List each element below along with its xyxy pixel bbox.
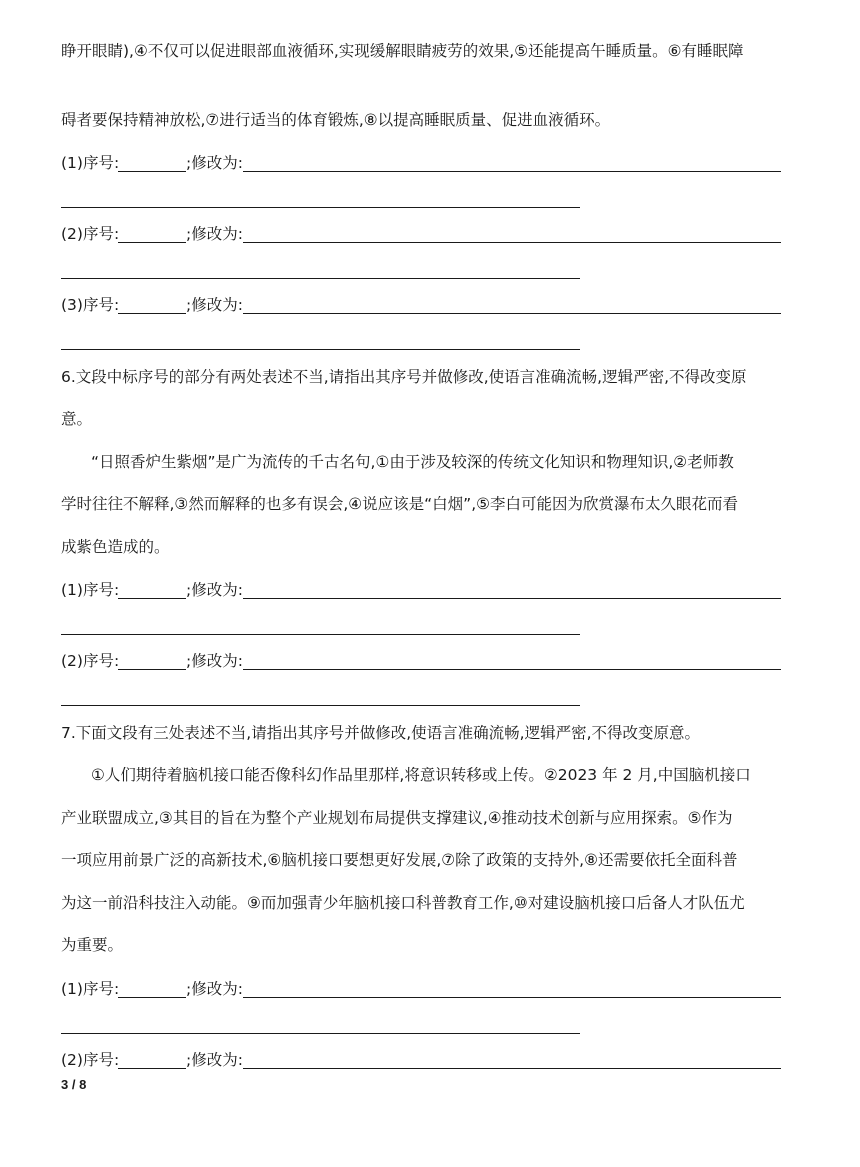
number-blank[interactable]: [118, 997, 186, 998]
number-blank[interactable]: [118, 242, 186, 243]
revise-label: ;修改为:: [186, 652, 243, 670]
answer-label: (1)序号:: [61, 581, 120, 599]
revise-label: ;修改为:: [186, 296, 243, 314]
revision-blank[interactable]: [243, 997, 781, 998]
q6-answer-1[interactable]: [61, 579, 781, 601]
p5-answer-3[interactable]: [61, 294, 781, 316]
q6-passage-line-3: 成紫色造成的。: [61, 538, 170, 556]
answer-continuation-line[interactable]: [61, 207, 580, 208]
answer-label: (1)序号:: [61, 980, 120, 998]
revise-label: ;修改为:: [186, 980, 243, 998]
answer-label: (2)序号:: [61, 225, 120, 243]
q6-passage-line-1: “日照香炉生紫烟”是广为流传的千古名句,①由于涉及较深的传统文化知识和物理知识,②老师教: [91, 453, 734, 471]
revise-label: ;修改为:: [186, 581, 243, 599]
answer-label: (2)序号:: [61, 1051, 120, 1069]
number-blank[interactable]: [118, 669, 186, 670]
answer-continuation-line[interactable]: [61, 705, 580, 706]
number-blank[interactable]: [118, 598, 186, 599]
revision-blank[interactable]: [243, 598, 781, 599]
q7-answer-2[interactable]: [61, 1049, 781, 1071]
revision-blank[interactable]: [243, 171, 781, 172]
page-number: 3 / 8: [61, 1077, 87, 1092]
revision-blank[interactable]: [243, 669, 781, 670]
q7-passage-line-1: ①人们期待着脑机接口能否像科幻作品里那样,将意识转移或上传。②2023 年 2 月,中国脑机接口: [91, 766, 751, 784]
p5-answer-1[interactable]: [61, 152, 781, 174]
p5-line-1: 睁开眼睛),④不仅可以促进眼部血液循环,实现缓解眼睛疲劳的效果,⑤还能提高午睡质量。⑥有睡眠障: [61, 42, 744, 60]
q7-passage-line-2: 产业联盟成立,③其目的旨在为整个产业规划布局提供支撑建议,④推动技术创新与应用探索。⑤作为: [61, 809, 733, 827]
q7-passage-line-4: 为这一前沿科技注入动能。⑨而加强青少年脑机接口科普教育工作,⑩对建设脑机接口后备人才队伍尤: [61, 894, 745, 912]
answer-label: (3)序号:: [61, 296, 120, 314]
revise-label: ;修改为:: [186, 225, 243, 243]
answer-continuation-line[interactable]: [61, 278, 580, 279]
number-blank[interactable]: [118, 313, 186, 314]
revise-label: ;修改为:: [186, 154, 243, 172]
revise-label: ;修改为:: [186, 1051, 243, 1069]
q6-passage-line-2: 学时往往不解释,③然而解释的也多有误会,④说应该是“白烟”,⑤李白可能因为欣赏瀑布太久眼花而看: [61, 495, 739, 513]
answer-continuation-line[interactable]: [61, 634, 580, 635]
p5-line-2: 碍者要保持精神放松,⑦进行适当的体育锻炼,⑧以提高睡眠质量、促进血液循环。: [61, 111, 611, 129]
q7-passage-line-3: 一项应用前景广泛的高新技术,⑥脑机接口要想更好发展,⑦除了政策的支持外,⑧还需要依托全面科普: [61, 851, 738, 869]
answer-label: (1)序号:: [61, 154, 120, 172]
answer-label: (2)序号:: [61, 652, 120, 670]
q7-answer-1[interactable]: [61, 978, 781, 1000]
q6-answer-2[interactable]: [61, 650, 781, 672]
number-blank[interactable]: [118, 1068, 186, 1069]
q7-passage-line-5: 为重要。: [61, 936, 124, 954]
q6-prompt-line-2: 意。: [61, 410, 93, 428]
revision-blank[interactable]: [243, 242, 781, 243]
revision-blank[interactable]: [243, 313, 781, 314]
revision-blank[interactable]: [243, 1068, 781, 1069]
q6-prompt-line-1: 6.文段中标序号的部分有两处表述不当,请指出其序号并做修改,使语言准确流畅,逻辑严密,不得改变原: [61, 368, 747, 386]
answer-continuation-line[interactable]: [61, 349, 580, 350]
p5-answer-2[interactable]: [61, 223, 781, 245]
answer-continuation-line[interactable]: [61, 1033, 580, 1034]
q7-prompt: 7.下面文段有三处表述不当,请指出其序号并做修改,使语言准确流畅,逻辑严密,不得改变原意。: [61, 724, 700, 742]
number-blank[interactable]: [118, 171, 186, 172]
